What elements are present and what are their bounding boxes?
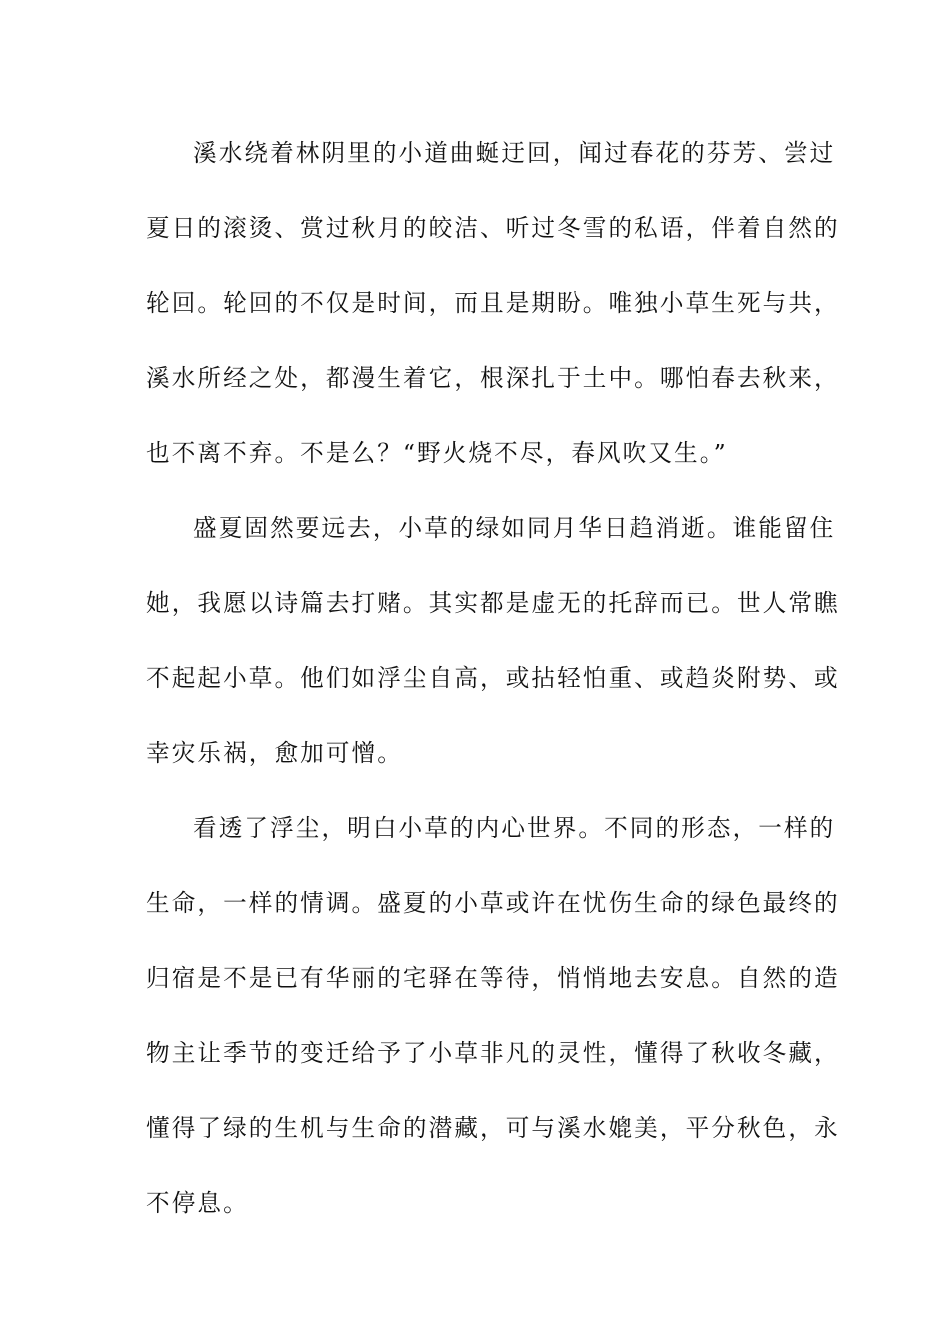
paragraph-line: 生命，一样的情调。盛夏的小草或许在忧伤生命的绿色最终的 xyxy=(146,889,840,917)
paragraph-line: 归宿是不是已有华丽的宅驿在等待，悄悄地去安息。自然的造 xyxy=(146,964,840,992)
paragraph-line: 夏日的滚烫、赏过秋月的皎洁、听过冬雪的私语，伴着自然的 xyxy=(146,214,840,242)
paragraph-line: 幸灾乐祸，愈加可憎。 xyxy=(146,739,403,767)
paragraph-line: 轮回。轮回的不仅是时间，而且是期盼。唯独小草生死与共， xyxy=(146,289,840,317)
paragraph-line: 看透了浮尘，明白小草的内心世界。不同的形态，一样的 xyxy=(193,814,836,842)
paragraph-line: 懂得了绿的生机与生命的潜藏，可与溪水媲美，平分秋色，永 xyxy=(146,1114,840,1142)
paragraph-line: 不停息。 xyxy=(146,1189,249,1217)
document-body xyxy=(146,127,840,1252)
paragraph-line: 她，我愿以诗篇去打赌。其实都是虚无的托辞而已。世人常瞧 xyxy=(146,589,840,617)
paragraph-line: 也不离不弃。不是么？“野火烧不尽，春风吹又生。” xyxy=(146,439,728,467)
paragraph-line: 溪水所经之处，都漫生着它，根深扎于土中。哪怕春去秋来， xyxy=(146,364,840,392)
paragraph-3 xyxy=(146,802,840,1252)
paragraph-line: 盛夏固然要远去，小草的绿如同月华日趋消逝。谁能留住 xyxy=(193,514,836,542)
paragraph-2 xyxy=(146,502,840,802)
paragraph-line: 不起起小草。他们如浮尘自高，或拈轻怕重、或趋炎附势、或 xyxy=(146,664,840,692)
paragraph-line: 物主让季节的变迁给予了小草非凡的灵性，懂得了秋收冬藏， xyxy=(146,1039,840,1067)
paragraph-1 xyxy=(146,127,840,502)
paragraph-line: 溪水绕着林阴里的小道曲蜒迂回，闻过春花的芬芳、尝过 xyxy=(193,139,836,167)
